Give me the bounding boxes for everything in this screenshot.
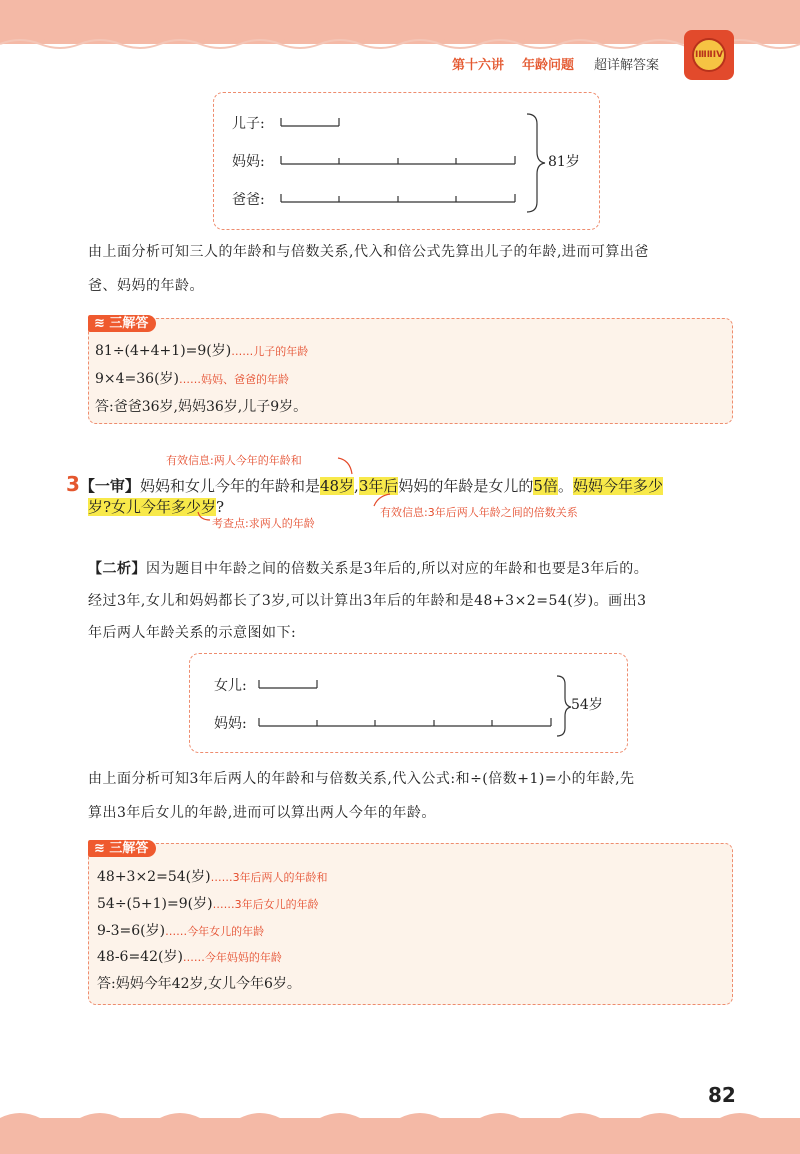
- logo-badge-text: ⅠⅢⅡⅠⅤ: [692, 38, 726, 72]
- answer2-tag-text: 三解答: [109, 841, 149, 856]
- q3-highlight-5times: 5倍: [533, 477, 558, 495]
- q3-note-bottom-left-arrow-icon: [196, 510, 212, 524]
- q3-highlight-48: 48岁: [319, 477, 355, 495]
- diagram1-label-son: 儿子:: [232, 116, 265, 132]
- diagram1-label-dad: 爸爸:: [232, 192, 265, 208]
- q3-step-label: 【一审】: [79, 477, 140, 495]
- q3-note-bottom-left: 考查点:求两人的年龄: [212, 517, 315, 530]
- bottom-decor-band: [0, 1118, 800, 1154]
- q3-text-4: 。: [557, 477, 573, 495]
- diagram1-bars: [275, 108, 575, 218]
- answer2-note-1: ……3年后两人的年龄和: [210, 871, 328, 884]
- answer2-expr-1: 48+3×2=54(岁): [97, 869, 211, 885]
- book-label: 超详解答案: [594, 58, 660, 73]
- diagram1-total: 81岁: [548, 154, 580, 170]
- q3-highlight-question-a: 妈妈今年多少: [572, 477, 663, 495]
- top-wave-decor: [0, 30, 800, 54]
- answer2-expr-4: 48-6=42(岁): [97, 949, 183, 965]
- para2-line2: 算出3年后女儿的年龄,进而可以算出两人今年的年龄。: [88, 805, 436, 821]
- header-topic: [522, 54, 574, 73]
- diagram2-label-daughter: 女儿:: [214, 678, 247, 694]
- answer1-line-1: [95, 340, 308, 360]
- answer1-note-2: ……妈妈、爸爸的年龄: [179, 373, 290, 386]
- q3-note-bottom-right: 有效信息:3年后两人年龄之间的倍数关系: [380, 506, 578, 519]
- lecture-label: 第十六讲: [452, 58, 505, 73]
- answer2-note-3: ……今年女儿的年龄: [165, 925, 265, 938]
- q3-text-3: 妈妈的年龄是女儿的: [398, 477, 534, 495]
- answer1-conclusion: 答:爸爸36岁,妈妈36岁,儿子9岁。: [95, 399, 308, 415]
- answer2-conclusion: 答:妈妈今年42岁,女儿今年6岁。: [97, 976, 301, 992]
- answer2-line-1: [97, 866, 328, 886]
- topic-label: 年龄问题: [522, 58, 575, 73]
- q3-number: 3: [66, 472, 80, 496]
- analysis-line3: 年后两人年龄关系的示意图如下:: [88, 625, 297, 641]
- answer1-expr-1: 81÷(4+4+1)=9(岁): [95, 343, 232, 359]
- logo-badge-icon: [684, 30, 734, 80]
- answer2-line-3: [97, 920, 264, 940]
- para1-line1: 由上面分析可知三人的年龄和与倍数关系,代入和倍公式先算出儿子的年龄,进而可算出爸: [88, 244, 649, 260]
- diagram1-brace: [527, 114, 545, 212]
- diagram2-bars: [255, 670, 575, 740]
- header-book: [594, 54, 659, 73]
- diagram1-label-mom: 妈妈:: [232, 154, 265, 170]
- q3-highlight-3years: 3年后: [358, 477, 399, 495]
- q3-line2-end: ?: [216, 498, 225, 516]
- analysis-line1-text: 因为题目中年龄之间的倍数关系是3年后的,所以对应的年龄和也要是3年后的。: [146, 561, 649, 577]
- answer2-tag: [88, 837, 156, 856]
- q3-text-2: ,: [354, 477, 359, 495]
- para1-line2: 爸、妈妈的年龄。: [88, 278, 204, 294]
- answer2-tag-label: ≋ 三解答: [88, 840, 156, 857]
- diagram2-total: 54岁: [571, 697, 603, 713]
- analysis-line1: [88, 553, 648, 585]
- q3-note-top: 有效信息:两人今年的年龄和: [166, 454, 302, 467]
- header-lecture: [452, 54, 504, 73]
- answer1-tag-text: 三解答: [109, 316, 149, 331]
- answer1-tag: [88, 312, 156, 331]
- q3-line1: [66, 472, 663, 496]
- answer1-tag-label: ≋ 三解答: [88, 315, 156, 332]
- analysis-step-label: 【二析】: [88, 561, 146, 577]
- answer1-line-2: [95, 368, 289, 388]
- page-number: 82: [708, 1083, 736, 1107]
- para2-line1: 由上面分析可知3年后两人的年龄和与倍数关系,代入公式:和÷(倍数+1)=小的年龄,先: [88, 771, 635, 787]
- answer2-expr-3: 9-3=6(岁): [97, 923, 166, 939]
- analysis-line2: 经过3年,女儿和妈妈都长了3岁,可以计算出3年后的年龄和是48+3×2=54(岁)。画出3: [88, 593, 647, 609]
- answer2-note-2: ……3年后女儿的年龄: [212, 898, 319, 911]
- answer2-note-4: ……今年妈妈的年龄: [182, 951, 282, 964]
- answer1-expr-2: 9×4=36(岁): [95, 371, 180, 387]
- answer2-line-2: [97, 893, 319, 913]
- answer1-note-1: ……儿子的年龄: [231, 345, 309, 358]
- diagram2-brace: [557, 676, 571, 736]
- answer2-expr-2: 54÷(5+1)=9(岁): [97, 896, 213, 912]
- q3-highlight-question-b: 岁?女儿今年多少岁: [88, 498, 217, 516]
- answer2-line-4: [97, 946, 282, 966]
- diagram2-label-mom: 妈妈:: [214, 716, 247, 732]
- q3-text-1: 妈妈和女儿今年的年龄和是: [139, 477, 320, 495]
